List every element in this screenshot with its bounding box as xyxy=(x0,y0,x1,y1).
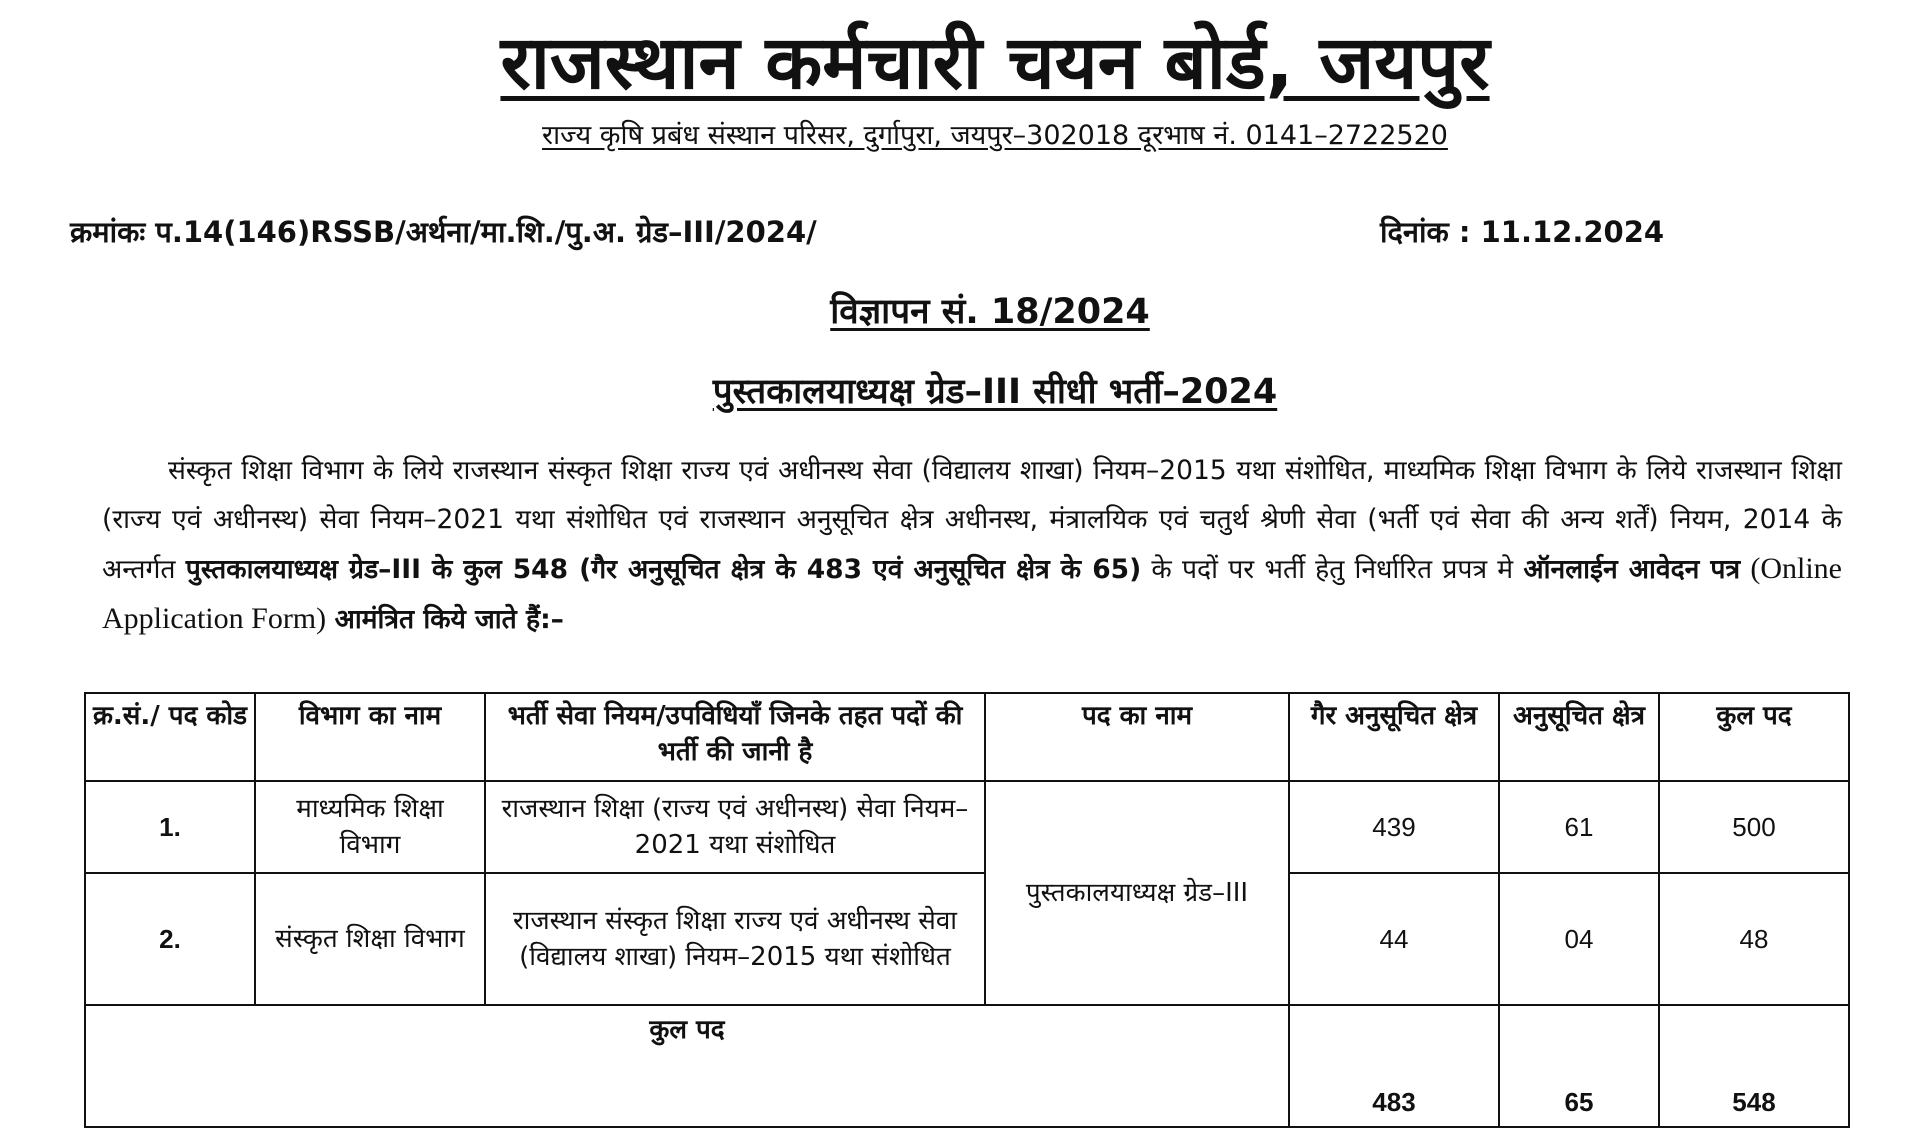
header-sno: क्र.सं./ पद कोड xyxy=(85,693,255,781)
board-title: राजस्थान कर्मचारी चयन बोर्ड, जयपुर xyxy=(500,20,1490,106)
header-rules: भर्ती सेवा नियम/उपविधियॉं जिनके तहत पदों की भर्ती की जानी है xyxy=(485,693,985,781)
header-scheduled: अनुसूचित क्षेत्र xyxy=(1499,693,1659,781)
row-non-scheduled: 44 xyxy=(1289,873,1499,1005)
reference-number: क्रमांकः प.14(146)RSSB/अर्थना/मा.शि./पु.अ. ग्रेड–III/2024/ xyxy=(70,215,817,249)
advertisement-subject: पुस्तकालयाध्यक्ष ग्रेड–III सीधी भर्ती–2024 xyxy=(712,372,1278,412)
advertisement-number: विज्ञापन सं. 18/2024 xyxy=(830,292,1150,332)
row-rules: राजस्थान संस्कृत शिक्षा राज्य एवं अधीनस्थ सेवा (विद्यालय शाखा) नियम–2015 यथा संशोधित xyxy=(485,873,985,1005)
row-post-name: पुस्तकालयाध्यक्ष ग्रेड–III xyxy=(985,781,1289,1005)
header-non-scheduled: गैर अनुसूचित क्षेत्र xyxy=(1289,693,1499,781)
total-label: कुल पद xyxy=(85,1005,1289,1127)
row-rules: राजस्थान शिक्षा (राज्य एवं अधीनस्थ) सेवा नियम–2021 यथा संशोधित xyxy=(485,781,985,873)
vacancy-table xyxy=(84,692,1850,1128)
total-scheduled: 65 xyxy=(1499,1005,1659,1127)
row-total: 500 xyxy=(1659,781,1849,873)
row-department: संस्कृत शिक्षा विभाग xyxy=(255,873,485,1005)
date-label: दिनांक : xyxy=(1380,215,1471,249)
row-total: 48 xyxy=(1659,873,1849,1005)
board-address: राज्य कृषि प्रबंध संस्थान परिसर, दुर्गापुरा, जयपुर–302018 दूरभाष नं. 0141–2722520 xyxy=(542,120,1448,151)
header-department: विभाग का नाम xyxy=(255,693,485,781)
table-total-row xyxy=(85,1005,1849,1127)
table-row xyxy=(85,873,1849,1005)
row-sno: 2. xyxy=(85,873,255,1005)
row-scheduled: 04 xyxy=(1499,873,1659,1005)
date-line xyxy=(1380,212,1664,252)
paragraph-bold-online: ऑनलाईन आवेदन पत्र xyxy=(1523,554,1741,585)
row-non-scheduled: 439 xyxy=(1289,781,1499,873)
row-sno: 1. xyxy=(85,781,255,873)
header-post: पद का नाम xyxy=(985,693,1289,781)
paragraph-text-1: संस्कृत शिक्षा विभाग के लिये राजस्थान संस्कृत शिक्षा राज्य एवं अधीनस्थ सेवा (विद्यालय शाखा) नियम–2015 यथा संशोधित, माध्यमिक शिक्षा विभाग के लिये राजस्थान शिक्षा (राज्य एवं अधीनस्थ) सेवा नियम–2021 यथा संशोधित एवं राजस्थान अनुसूचित क्षेत्र अधीनस्थ, मंत्रालयिक एवं चतुर्थ श्रेणी सेवा (भर्ती एवं सेवा की अन्य शर्तें) नियम, 2014 के अन्तर्गत xyxy=(102,455,1842,585)
paragraph-english: (Online Application Form) xyxy=(102,552,1842,635)
paragraph-bold-invited: आमंत्रित किये जाते हैं:– xyxy=(334,604,564,635)
row-scheduled: 61 xyxy=(1499,781,1659,873)
table-header-row xyxy=(85,693,1849,781)
date-value: 11.12.2024 xyxy=(1480,215,1665,249)
header-total: कुल पद xyxy=(1659,693,1849,781)
table-row xyxy=(85,781,1849,873)
paragraph-text-2: के पदों पर भर्ती हेतु निर्धारित प्रपत्र मे xyxy=(1151,554,1514,585)
total-non-scheduled: 483 xyxy=(1289,1005,1499,1127)
paragraph-bold-posts: पुस्तकालयाध्यक्ष ग्रेड–III के कुल 548 (गैर अनुसूचित क्षेत्र के 483 एवं अनुसूचित क्षेत्र के 65) xyxy=(185,554,1142,585)
total-posts: 548 xyxy=(1659,1005,1849,1127)
notice-paragraph xyxy=(102,446,1842,644)
row-department: माध्यमिक शिक्षा विभाग xyxy=(255,781,485,873)
